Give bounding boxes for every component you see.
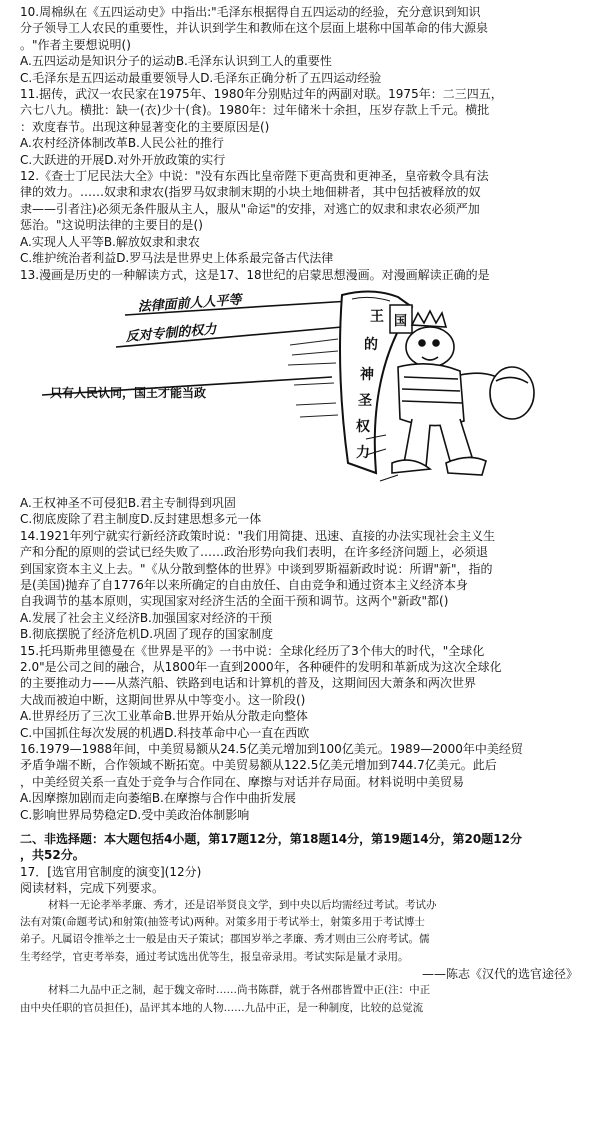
material-text: 材料一无论孝举孝廉、秀才，还是诏举贤良文学，到中央以后均需经过考试。考试办	[48, 898, 437, 911]
material-text: 弟子。凡属诏令推举之士一般是由天子策试；郡国岁举之孝廉、秀才则由三公府考试。儒	[20, 933, 430, 946]
answer-options: A.发展了社会主义经济B.加强国家对经济的干预	[20, 610, 272, 625]
question-text: 矛盾争端不断，合作领域不断拓宽。中美贸易额从122.5亿美元增加到744.7亿美元。此后	[20, 758, 497, 773]
question-text: 2.0"是公司之间的融合，从1800年一直到2000年，各种硬件的发明和革新成为这次全球化	[20, 659, 502, 674]
material-text: 生考经学，官吏考举奏，通过考试选出优等生，报皇帝录用。考试实际是量才录用。	[20, 950, 409, 963]
question-11	[20, 86, 586, 168]
exam-page	[20, 4, 586, 1017]
question-text: 大战而被迫中断，这期间世界从中等变小。这一阶段()	[20, 692, 306, 707]
question-17	[20, 864, 586, 1017]
question-text: 13.漫画是历史的一种解读方式，这是17、18世纪的启蒙思想漫画。对漫画解读正确的是	[20, 267, 490, 282]
enlightenment-cartoon	[20, 285, 586, 491]
question-15	[20, 643, 586, 741]
section-heading: ，共52分。	[20, 848, 85, 863]
question-text: 14.1921年列宁就实行新经济政策时说："我们用简捷、迅速、直接的办法实现社会主义生	[20, 528, 496, 543]
question-text: 分子领导工人农民的重要性，并认识到学生和教师在这个层面上堪称中国革命的伟大源泉	[20, 21, 489, 36]
question-text: ：欢度春节。出现这种显著变化的主要原因是()	[20, 119, 270, 134]
question-text: 16.1979—1988年间，中美贸易额从24.5亿美元增加到100亿美元。1989—2000年中美经贸	[20, 742, 523, 756]
answer-options: C.彻底废除了君主制度D.反封建思想多元一体	[20, 512, 262, 527]
question-text: 六七八九。横批：缺一(衣)少十(食)。1980年：过年储米十余担，压岁存款上千元。横批	[20, 103, 490, 118]
cartoon-illustration	[20, 285, 586, 491]
question-text: 15.托玛斯弗里德曼在《世界是平的》一书中说：全球化经历了3个伟大的时代，"全球化	[20, 643, 485, 658]
answer-options: B.彻底摆脱了经济危机D.巩固了现存的国家制度	[20, 627, 274, 642]
cartoon-label-mid: 反对专制的权力	[125, 322, 218, 345]
material-source: ——陈志《汉代的选官途径》	[421, 966, 578, 981]
answer-options: A.因摩擦加剧而走向萎缩B.在摩擦与合作中曲折发展	[20, 791, 296, 806]
question-16	[20, 741, 586, 823]
question-text: 律的效力。……奴隶和隶农(指罗马奴隶制末期的小块土地佃耕者，其中包括被释放的奴	[20, 185, 481, 200]
material-text: 由中央任职的官员担任)，品评其本地的人物……九品中正，是一种制度，比较的总觉流	[20, 1001, 424, 1014]
answer-options: A.农村经济体制改革B.人民公社的推行	[20, 136, 224, 151]
question-text: 11.据传，武汉一农民家在1975年、1980年分别贴过年的两副对联。1975年：二三四五，	[20, 87, 503, 102]
shield-char: 力	[356, 444, 370, 461]
question-text: 。"作者主要想说明()	[20, 37, 131, 52]
shield-char: 神	[360, 366, 374, 383]
material-text: 材料二九品中正之制，起于魏文帝时……尚书陈群，就于各州郡皆置中正(注：中正	[48, 984, 431, 997]
section-heading: 二、非选择题：本大题包括4小题，第17题12分，第18题14分，第19题14分，第20题12分	[20, 832, 522, 847]
cartoon-label-top: 法律面前人人平等	[137, 292, 243, 315]
question-text: 产和分配的原则的尝试已经失败了……政治形势向我们表明，在许多经济问题上，必须退	[20, 545, 489, 560]
cartoon-label-bottom: 只有人民认同，国王才能当政	[50, 385, 207, 400]
question-text: 是(美国)抛弃了自1776年以来所确定的自由放任、自由竞争和通过资本主义经济本身	[20, 577, 468, 592]
question-text: 自我调节的基本原则，实现国家对经济生活的全面干预和调节。这两个"新政"都()	[20, 594, 449, 609]
shield-char: 王	[370, 308, 384, 325]
answer-options: A.世界经历了三次工业革命B.世界开始从分散走向整体	[20, 709, 308, 724]
question-12	[20, 168, 586, 266]
section-2-header	[20, 831, 586, 864]
question-14	[20, 528, 586, 643]
question-text: 10.周棉纵在《五四运动史》中指出:"毛泽东根据得自五四运动的经验，充分意识到知识	[20, 5, 481, 19]
answer-options: C.维护统治者利益D.罗马法是世界史上体系最完备古代法律	[20, 251, 334, 266]
question-title: 17．[选官用官制度的演变](12分)	[20, 864, 202, 879]
shield-char: 权	[356, 418, 370, 435]
answer-options: A.实现人人平等B.解放奴隶和隶农	[20, 234, 200, 249]
answer-options: C.毛泽东是五四运动最重要领导人D.毛泽东正确分析了五四运动经验	[20, 70, 382, 85]
answer-options: A.王权神圣不可侵犯B.君主专制得到巩固	[20, 495, 236, 510]
shield-char: 圣	[358, 392, 372, 409]
question-text: 的主要推动力——从蒸汽船、铁路到电话和计算机的普及，这期间因大萧条和两次世界	[20, 676, 477, 691]
question-instruction: 阅读材料，完成下列要求。	[20, 881, 165, 896]
answer-options: C.影响世界局势稳定D.受中美政治体制影响	[20, 807, 250, 822]
question-text: 12.《查士丁尼民法大全》中说："没有东西比皇帝陛下更高贵和更神圣，皇帝敕令具有法	[20, 169, 489, 184]
crown-char: 国	[394, 313, 408, 329]
question-text: 惩治。"这说明法律的主要目的是()	[20, 218, 203, 233]
question-13	[20, 267, 586, 528]
material-text: 法有对策(命题考试)和射策(抽签考试)两种。对策多用于考试举士，射策多用于考试博士	[20, 915, 425, 928]
question-text: 隶——引者注)必须无条件服从主人，服从"命运"的安排，对逃亡的奴隶和隶农必须严加	[20, 201, 480, 216]
shield-char: 的	[364, 336, 378, 353]
answer-options: C.大跃进的开展D.对外开放政策的实行	[20, 152, 226, 167]
answer-options: A.五四运动是知识分子的运动B.毛泽东认识到工人的重要性	[20, 54, 332, 69]
answer-options: C.中国抓住每次发展的机遇D.科技革命中心一直在西欧	[20, 725, 310, 740]
question-text: 到国家资本主义上去。"《从分散到整体的世界》中谈到罗斯福新政时说：所谓"新"，指的	[20, 561, 493, 576]
question-10	[20, 4, 586, 86]
question-text: ，中美经贸关系一直处于竞争与合作同在、摩擦与对话并存局面。材料说明中美贸易	[20, 774, 465, 789]
